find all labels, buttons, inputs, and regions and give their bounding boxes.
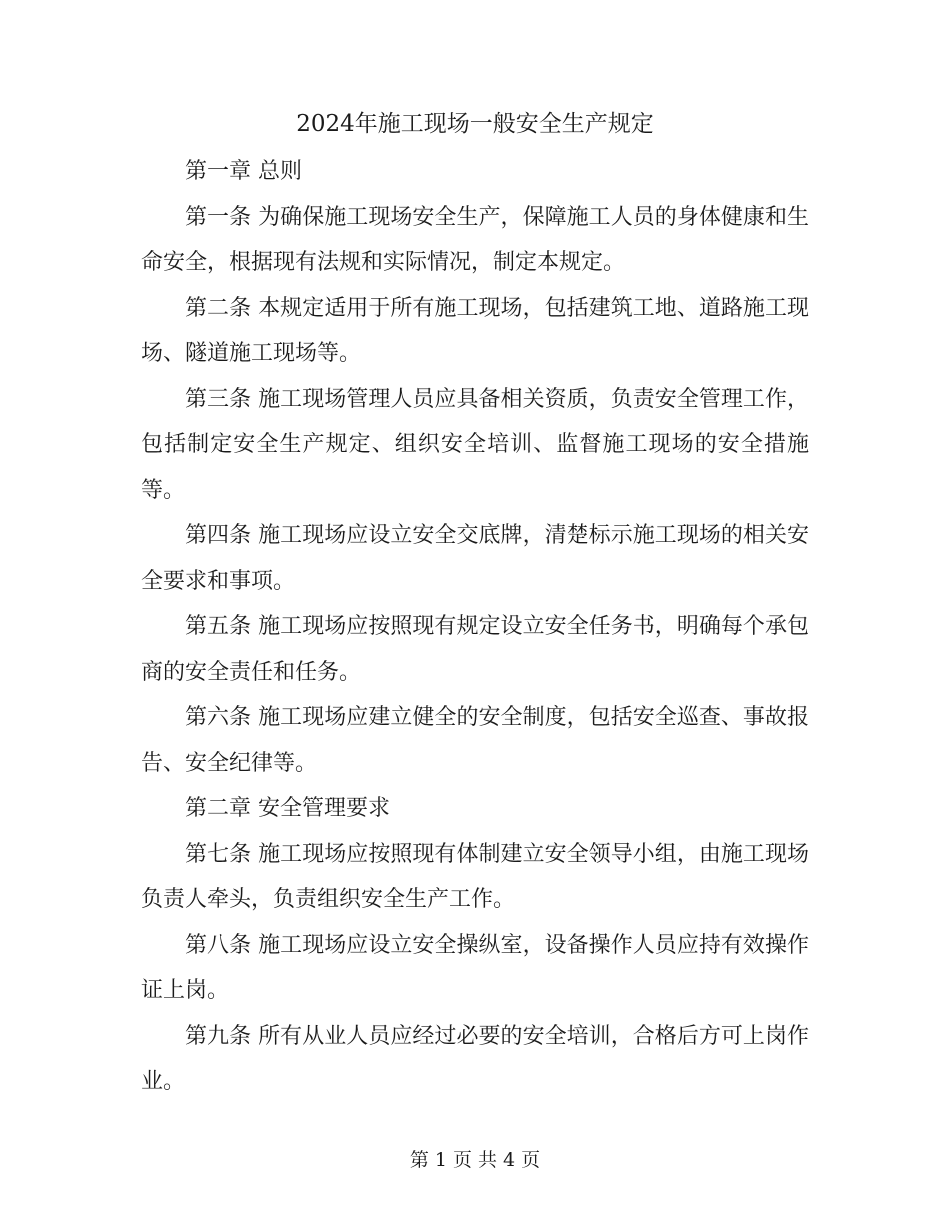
article-2: 第二条 本规定适用于所有施工现场，包括建筑工地、道路施工现场、隧道施工现场等。: [141, 295, 809, 366]
article-1: 第一条 为确保施工现场安全生产，保障施工人员的身体健康和生命安全，根据现有法规和实际情况，制定本规定。: [141, 204, 809, 275]
article-6: 第六条 施工现场应建立健全的安全制度，包括安全巡查、事故报告、安全纪律等。: [141, 705, 809, 776]
article-5: 第五条 施工现场应按照现有规定设立安全任务书，明确每个承包商的安全责任和任务。: [141, 614, 809, 685]
article-4: 第四条 施工现场应设立安全交底牌，清楚标示施工现场的相关安全要求和事项。: [141, 523, 809, 594]
document-body: [141, 149, 809, 1105]
chapter-heading-2: 第二章 安全管理要求: [185, 796, 390, 821]
article-7: 第七条 施工现场应按照现有体制建立安全领导小组，由施工现场负责人牵头，负责组织安全生产工作。: [141, 841, 809, 912]
page-number-footer: 第 1 页 共 4 页: [409, 1149, 541, 1171]
document-title: 2024年施工现场一般安全生产规定: [296, 111, 654, 137]
chapter-heading-1: 第一章 总则: [185, 159, 302, 184]
article-3: 第三条 施工现场管理人员应具备相关资质，负责安全管理工作，包括制定安全生产规定、组织安全培训、监督施工现场的安全措施等。: [141, 386, 809, 503]
article-9: 第九条 所有从业人员应经过必要的安全培训，合格后方可上岗作业。: [141, 1023, 809, 1094]
article-8: 第八条 施工现场应设立安全操纵室，设备操作人员应持有效操作证上岗。: [141, 932, 809, 1003]
